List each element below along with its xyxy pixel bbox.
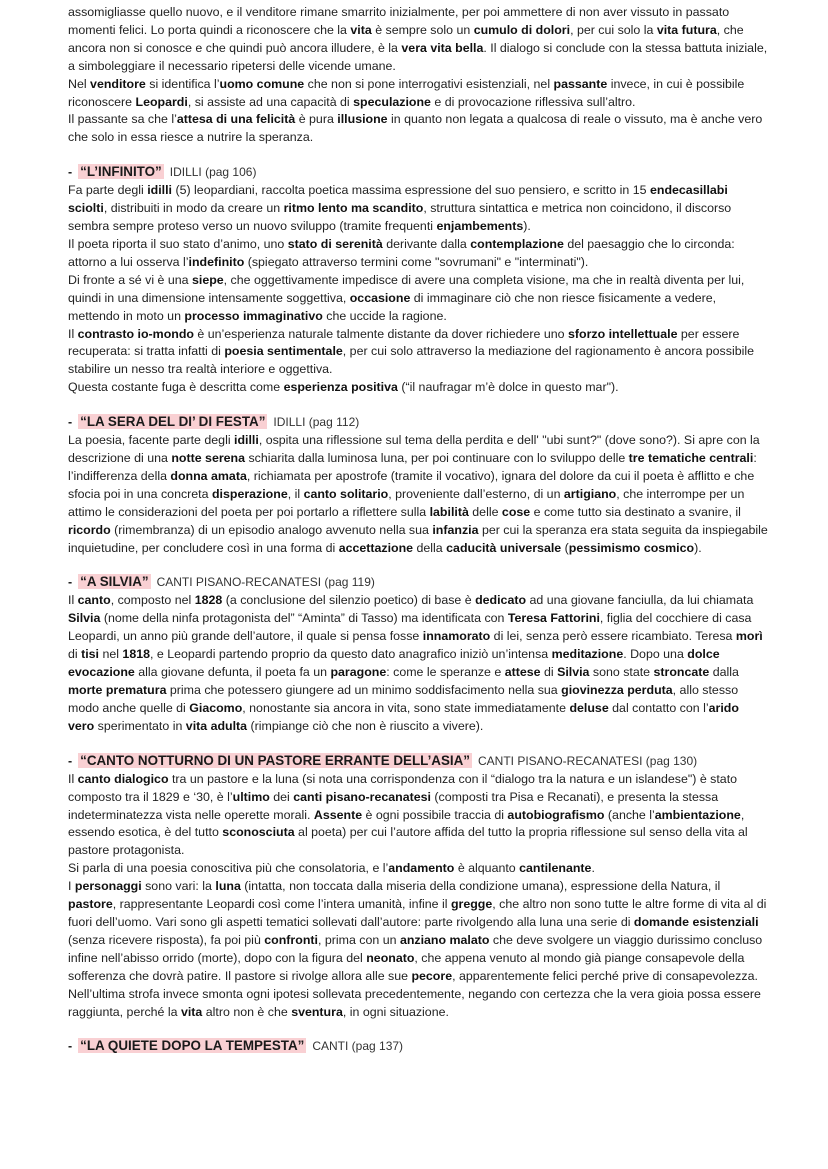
section-title: “CANTO NOTTURNO DI UN PASTORE ERRANTE DELL’ASIA” (80, 752, 470, 768)
section-infinito (68, 162, 768, 397)
bold-term: infanzia (432, 522, 479, 537)
section-subtitle: CANTI PISANO-RECANATESI (pag 119) (156, 575, 375, 590)
bold-term: vita adulta (185, 718, 248, 733)
section-paragraph: Di fronte a sé vi è una siepe, che oggettivamente impedisce di avere una completa visione, ma che in realtà diventa per lui, quindi in una dimensione intensamente soggettiva, occasione di immaginare ciò che non riesce fisicamente a vedere, mettendo in moto un processo immaginativo che uccide la ragione. (68, 272, 745, 323)
bold-term: dedicato (475, 593, 527, 608)
bold-term: 1828 (194, 593, 223, 608)
bold-term: processo immaginativo (184, 308, 323, 323)
bullet-dash: - (68, 165, 73, 180)
bold-term: attesa di una felicità (176, 112, 296, 127)
bold-term: arido vero (68, 700, 739, 733)
bold-term: occasione (349, 290, 411, 305)
bold-term: autobiografismo (507, 807, 605, 822)
section-a-silvia (68, 572, 768, 735)
bold-term: sventura (291, 1004, 343, 1019)
bold-term: vera vita bella (401, 40, 484, 55)
section-subtitle: CANTI PISANO-RECANATESI (pag 130) (477, 753, 698, 768)
bold-term: indefinito (188, 254, 245, 269)
bold-term: canto (77, 593, 111, 608)
section-paragraph: Fa parte degli idilli (5) leopardiani, raccolta poetica massima espressione del suo pensiero, e scritto in 15 endecasillabi sciolti, distribuiti in modo da creare un ritmo lento ma scandito, struttura sintattica e metrica non coincidono, il discorso sembra sempre proteso verso un nuovo sviluppo (tramite frequenti enjambements). (68, 183, 732, 234)
section-title: “LA SERA DEL DI’ DI FESTA” (80, 414, 266, 430)
section-paragraph: I personaggi sono vari: la luna (intatta, non toccata dalla miseria della condizione umana), espressione della Natura, il pastore, rappresentante Leopardi così come l’intera umanità, infine il gregge, che altro non sono tutte le altre forme di vita al di fuori dell’uomo. Vari sono gli aspetti tematici sollevati dall’autore: parte rivolgendo alla luna una serie di domande esistenziali (senza ricevere risposta), fa poi più confronti, prima con un anziano malato che deve svolgere un viaggio durissimo concluso infine nell’abisso orrido (morte), dopo con la figura del neonato, che appena venuto al mondo già piange consapevole della sofferenza che dovrà patire. Il pastore si rivolge allora alle sue pecore, apparentemente felici perché prive di consapevolezza. Nell’ultima strofa invece smonta ogni ipotesi sollevata precedentemente, negando con certezza che la vera gioia possa essere raggiunta, perché la vita altro non è che sventura, in ogni situazione. (68, 879, 767, 1019)
section-paragraph: Il canto, composto nel 1828 (a conclusione del silenzio poetico) di base è dedicato ad una giovane fanciulla, da lui chiamata Silvia (nome della ninfa protagonista del” “Aminta” di Tasso) ma identificata con Teresa Fattorini, figlia del cocchiere di casa Leopardi, un anno più grande dell’autore, il quale si pensa fosse innamorato di lei, senza però essere ricambiato. Teresa morì di tisi nel 1818, e Leopardi partendo proprio da questo dato anagrafico iniziò un’intensa meditazione. Dopo una dolce evocazione alla giovane defunta, il poeta fa un paragone: come le speranze e attese di Silvia sono state stroncate dalla morte prematura prima che potessero giungere ad un minimo soddisfacimento nella sua giovinezza perduta, allo stesso modo anche quelle di Giacomo, nonostante sia ancora in vita, sono state immediatamente deluse dal contatto con l’arido vero sperimentato in vita adulta (rimpiange ciò che non è riuscito a vivere). (68, 593, 763, 733)
bold-term: enjambements (436, 219, 524, 234)
bold-term: contrasto io-mondo (77, 326, 194, 341)
bullet-dash: - (68, 1039, 73, 1054)
bold-term: meditazione (551, 647, 624, 662)
bold-term: idilli (234, 433, 259, 448)
bold-term: Assente (313, 807, 363, 822)
section-paragraph: Il canto dialogico tra un pastore e la luna (si nota una corrispondenza con il “dialogo tra la natura e un islandese") è stato composto tra il 1829 e ‘30, è l’ultimo dei canti pisano-recanatesi (composti tra Pisa e Recanati), e presenta la stessa indeterminatezza vista nelle operette morali. Assente è ogni possibile traccia di autobiografismo (anche l’ambientazione, essendo esotica, è del tutto sconosciuta al poeta) per cui l’autore affida del tutto la propria riflessione sul senso della vita al pastore protagonista. (68, 771, 748, 858)
bold-term: domande esistenziali (633, 914, 759, 929)
bullet-dash: - (68, 575, 73, 590)
bold-term: innamorato (422, 629, 491, 644)
bold-term: morì (735, 629, 763, 644)
bold-term: sforzo intellettuale (568, 326, 678, 341)
section-subtitle: CANTI (pag 137) (312, 1039, 404, 1054)
bold-term: sconosciuta (222, 825, 295, 840)
bold-term: ricordo (68, 522, 111, 537)
bold-term: personaggi (74, 879, 142, 894)
bold-term: Giacomo (189, 700, 243, 715)
bold-term: poesia sentimentale (224, 344, 343, 359)
bold-term: Leopardi (135, 94, 188, 109)
bold-term: 1818 (122, 647, 150, 662)
bold-term: pastore (68, 897, 113, 912)
bold-term: cantilenante (519, 861, 592, 876)
bold-term: attese (504, 665, 541, 680)
section-title: “L’INFINITO” (80, 164, 162, 180)
bold-term: venditore (90, 76, 146, 91)
section-subtitle: IDILLI (pag 112) (273, 415, 360, 430)
bullet-dash: - (68, 753, 73, 768)
section-heading (68, 751, 768, 771)
bold-term: donna amata (170, 468, 247, 483)
bold-term: vita (180, 1004, 203, 1019)
bold-term: morte prematura (68, 683, 167, 697)
bold-term: illusione (337, 112, 388, 127)
bullet-dash: - (68, 415, 73, 430)
section-heading (68, 162, 768, 182)
bold-term: anziano malato (399, 932, 490, 947)
bold-term: disperazione (211, 486, 288, 501)
bold-term: gregge (450, 897, 493, 912)
section-paragraph: Il contrasto io-mondo è un’esperienza naturale talmente distante da dover richiedere uno sforzo intellettuale per essere recuperata: si tratta infatti di poesia sentimentale, per cui solo attraverso la mediazione del ragionamento è ancora possibile stabilire un nesso tra realtà interiore e oggettiva. (68, 326, 754, 377)
bold-term: ultimo (232, 789, 270, 804)
section-paragraph: Si parla di una poesia conoscitiva più che consolatoria, e l’andamento è alquanto cantilenante. (68, 861, 595, 876)
bold-term: canto solitario (303, 486, 389, 501)
bold-term: accettazione (338, 540, 414, 555)
bold-term: artigiano (563, 486, 617, 501)
bold-term: pessimismo cosmico (568, 540, 695, 555)
section-title: “LA QUIETE DOPO LA TEMPESTA” (80, 1038, 305, 1054)
bold-term: tisi (81, 647, 99, 662)
section-quiete (68, 1036, 768, 1056)
bold-term: notte serena (171, 451, 246, 466)
bold-term: stato di serenità (287, 236, 383, 251)
bold-term: pecore (411, 968, 453, 983)
bold-term: ambientazione (654, 807, 741, 822)
intro-paragraph: Nel venditore si identifica l’uomo comune che non si pone interrogativi esistenziali, nel passante invece, in cui è possibile riconoscere Leopardi, si assiste ad una capacità di speculazione e di provocazione riflessiva sull’altro. (68, 76, 745, 109)
bold-term: uomo comune (219, 76, 305, 91)
bold-term: andamento (388, 861, 455, 876)
section-canto-notturno (68, 751, 768, 1022)
bold-term: vita futura (656, 22, 717, 37)
bold-term: endecasillabi sciolti (68, 183, 728, 216)
bold-term: canto dialogico (77, 771, 169, 786)
bold-term: ritmo lento ma scandito (283, 201, 424, 216)
bold-term: paragone (330, 665, 387, 680)
section-subtitle: IDILLI (pag 106) (169, 165, 257, 180)
bold-term: vita (350, 22, 372, 37)
section-heading (68, 1036, 768, 1056)
bold-term: tre tematiche centrali (628, 451, 754, 466)
bold-term: giovinezza perduta (561, 683, 673, 697)
section-paragraph: La poesia, facente parte degli idilli, ospita una riflessione sul tema della perdita e dell' "ubi sunt?" (dove sono?). Si apre con la descrizione di una notte serena schiarita dalla luminosa luna, per poi continuare con lo sviluppo delle tre tematiche centrali: l’indifferenza della donna amata, richiamata per apostrofe (tramite il vocativo), ignara del dolore da cui il poeta è afflitto e che sfocia poi in una concreta disperazione, il canto solitario, proveniente dall’esterno, di un artigiano, che interrompe per un attimo le considerazioni del poeta per poi portarlo a riflettere sulla labilità delle cose e come tutto sia destinato a svanire, il ricordo (rimembranza) di un episodio analogo avvenuto nella sua infanzia per cui la speranza era stata seguita da inspiegabile inquietudine, per concludere così in una forma di accettazione della caducità universale (pessimismo cosmico). (68, 433, 768, 555)
bold-term: contemplazione (470, 236, 564, 251)
bold-term: canti pisano-recanatesi (293, 789, 431, 804)
bold-term: stroncate (653, 665, 710, 680)
bold-term: confronti (264, 932, 318, 947)
bold-term: esperienza positiva (283, 380, 398, 395)
bold-term: speculazione (353, 94, 431, 109)
bold-term: cose (501, 504, 531, 519)
bold-term: idilli (147, 183, 173, 198)
section-sera-festa (68, 412, 768, 557)
intro-block (68, 4, 768, 147)
bold-term: cumulo di dolori (473, 22, 571, 37)
section-title: “A SILVIA” (80, 574, 149, 590)
intro-paragraph: assomigliasse quello nuovo, e il venditore rimane smarrito inizialmente, per poi ammettere di non aver vissuto in passato momenti felici. Lo porta quindi a riconoscere che la vita è sempre solo un cumulo di dolori, per cui solo la vita futura, che ancora non si conosce e che quindi può ancora illudere, è la vera vita bella. Il dialogo si conclude con la stessa battuta iniziale, a simboleggiare il necessario ripetersi delle vicende umane. (68, 5, 768, 73)
bold-term: luna (215, 879, 241, 894)
bold-term: deluse (569, 700, 609, 715)
bold-term: dolce evocazione (68, 647, 720, 680)
bold-term: Silvia (68, 611, 101, 626)
bold-term: Teresa Fattorini (507, 611, 600, 626)
bold-term: siepe (191, 272, 224, 287)
bold-term: Silvia (557, 665, 590, 680)
section-paragraph: Il poeta riporta il suo stato d’animo, uno stato di serenità derivante dalla contemplazione del paesaggio che lo circonda: attorno a lui osserva l’indefinito (spiegato attraverso termini come "sovrumani" e "interminati"). (68, 236, 735, 269)
bold-term: labilità (429, 504, 469, 519)
document-page (68, 4, 768, 1056)
section-heading (68, 412, 768, 432)
bold-term: neonato (366, 950, 415, 965)
intro-paragraph: Il passante sa che l’attesa di una felicità è pura illusione in quanto non legata a qualcosa di reale o vissuto, ma è anche vero che solo in essa riesce a nutrire la speranza. (68, 112, 763, 145)
section-heading (68, 572, 768, 592)
bold-term: passante (553, 76, 608, 91)
section-paragraph: Questa costante fuga è descritta come esperienza positiva (“il naufragar m’è dolce in questo mar"). (68, 380, 619, 395)
bold-term: caducità universale (446, 540, 562, 555)
